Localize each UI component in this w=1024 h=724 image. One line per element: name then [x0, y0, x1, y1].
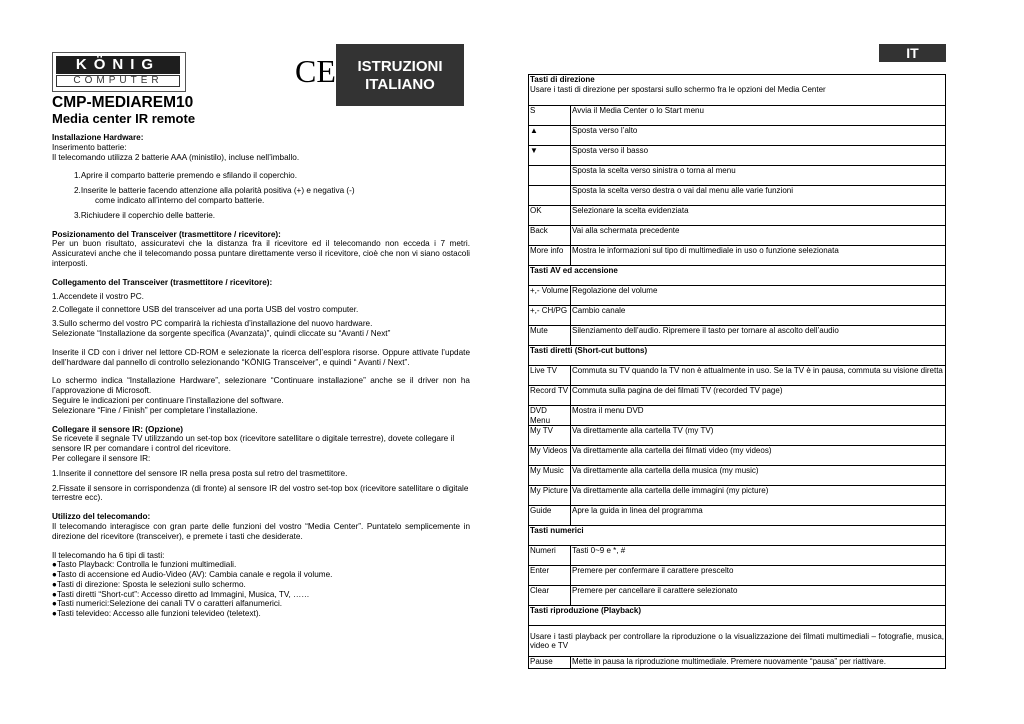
section-title: Tasti diretti (Short-cut buttons): [529, 346, 946, 366]
instructions-banner: [336, 44, 464, 106]
step-line: 1.Aprire il comparto batterie premendo e sfilando il coperchio.: [74, 171, 297, 181]
desc-cell: Va direttamente alla cartella della musica (my music): [571, 466, 946, 486]
heading-hardware: Installazione Hardware:: [52, 133, 144, 142]
list-item: ●Tasti diretti “Short-cut”: Accesso diretto ad Immagini, Musica, TV, ……: [52, 589, 310, 599]
desc-cell: Commuta su TV quando la TV non è attualmente in uso. Se la TV è in pausa, commuta su visione diretta: [571, 366, 946, 386]
desc-cell: Premere per confermare il carattere prescelto: [571, 566, 946, 586]
table-row: [529, 166, 946, 186]
text-line: Il telecomando ha 6 tipi di tasti:: [52, 550, 165, 560]
table-row: [529, 226, 946, 246]
text-line: Selezionare “Fine / Finish” per completare l’installazione.: [52, 405, 258, 415]
table-row: [529, 366, 946, 386]
list-item: ●Tasti di direzione: Sposta le selezioni sullo schermo.: [52, 579, 246, 589]
section-description: Usare i tasti playback per controllare la riproduzione o la visualizzazione dei filmati multimediali – fotografie, musica, video e TV: [529, 626, 946, 657]
desc-cell: Apre la guida in linea del programma: [571, 506, 946, 526]
table-row: [529, 386, 946, 406]
desc-cell: Mette in pausa la riproduzione multimediale. Premere nuovamente “pausa” per riattivare.: [571, 657, 946, 669]
section-title: Tasti di direzione: [530, 75, 595, 84]
key-cell: Guide: [529, 506, 571, 526]
desc-cell: Va direttamente alla cartella TV (my TV): [571, 426, 946, 446]
table-row: [529, 186, 946, 206]
table-section-description: [529, 626, 946, 657]
desc-cell: Silenziamento dell’audio. Ripremere il tasto per tornare al ascolto dell’audio: [571, 326, 946, 346]
text-paragraph: Inserite il CD con i driver nel lettore CD-ROM e selezionate la ricerca dell’esplora risorse. Oppure attivate l’update dell’hardware dal pannello di controllo selezionando “KÖNIG Transceiver”, e quindi “ Avanti / Next”.: [52, 347, 470, 367]
table-section-header: [529, 606, 946, 626]
key-cell: Clear: [529, 586, 571, 606]
desc-cell: Premere per cancellare il carattere selezionato: [571, 586, 946, 606]
key-cell: Pause: [529, 657, 571, 669]
table-row: [529, 446, 946, 466]
section-title: Tasti riproduzione (Playback): [529, 606, 946, 626]
key-cell: +,- Volume: [529, 286, 571, 306]
key-cell: Back: [529, 226, 571, 246]
table-row: [529, 206, 946, 226]
key-cell: My Videos: [529, 446, 571, 466]
table-row: [529, 546, 946, 566]
desc-cell: Mostra il menu DVD: [571, 406, 946, 426]
section-title: Tasti numerici: [529, 526, 946, 546]
table-row: [529, 586, 946, 606]
table-section-header: [529, 346, 946, 366]
section-description: Usare i tasti di direzione per spostarsi sullo schermo fra le opzioni del Media Center: [530, 84, 826, 94]
text-line: Il telecomando utilizza 2 batterie AAA (ministilo), incluse nell’imballo.: [52, 152, 300, 162]
key-cell: My TV: [529, 426, 571, 446]
command-table: [528, 74, 946, 669]
text-line: Per collegare il sensore IR:: [52, 453, 151, 463]
product-subtitle: Media center IR remote: [52, 111, 196, 126]
language-tag: IT: [879, 44, 946, 62]
list-item: ●Tasto Playback: Controlla le funzioni multimediali.: [52, 560, 237, 570]
table-row: [529, 466, 946, 486]
list-item: ●Tasti numerici:Selezione dei canali TV o caratteri alfanumerici.: [52, 599, 283, 609]
desc-cell: Sposta la scelta verso destra o vai dal menu alle varie funzioni: [571, 186, 946, 206]
key-cell: [529, 186, 571, 206]
heading-positioning: Posizionamento del Transceiver (trasmettitore / ricevitore):: [52, 229, 281, 239]
brand-logo-bottom: COMPUTER: [56, 75, 180, 87]
key-cell: Live TV: [529, 366, 571, 386]
table-row: [529, 406, 946, 426]
desc-cell: Va direttamente alla cartella delle immagini (my picture): [571, 486, 946, 506]
table-section-header: [529, 75, 946, 106]
text-line: Selezionate “Installazione da sorgente specifica (Avanzata)”, quindi cliccate su “Avanti / Next”: [52, 328, 391, 338]
table-row: [529, 486, 946, 506]
step-line: 2.Inserite le batterie facendo attenzione alla polarità positiva (+) e negativa (-): [74, 186, 355, 196]
model-title: CMP-MEDIAREM10: [52, 94, 194, 111]
table-row: [529, 126, 946, 146]
text-line: Inserimento batterie:: [52, 142, 127, 152]
key-cell: My Picture: [529, 486, 571, 506]
text-paragraph: Il telecomando interagisce con gran parte delle funzioni del vostro “Media Center”. Puntatelo semplicemente in direzione del ricevitore (transceiver), e premete i tasti che desiderate.: [52, 521, 470, 541]
desc-cell: Commuta sulla pagina de dei filmati TV (recorded TV page): [571, 386, 946, 406]
text-paragraph: Per un buon risultato, assicuratevi che la distanza fra il ricevitore ed il telecomando non ecceda i 7 metri. Assicuratevi anche che il telecomando possa puntare direttamente verso il ricevitore, cioè che non vi siano ostacoli interposti.: [52, 239, 470, 268]
text-line: 3.Sullo schermo del vostro PC comparirà la richiesta d’installazione del nuovo hardware.: [52, 319, 373, 329]
desc-cell: Va direttamente alla cartella dei filmati video (my videos): [571, 446, 946, 466]
table-row: [529, 106, 946, 126]
key-cell: Numeri: [529, 546, 571, 566]
left-column: [52, 133, 470, 619]
text-line: 1.Inserite il connettore del sensore IR nella presa posta sul retro del trasmettitore.: [52, 468, 348, 478]
brand-logo-top: KÖNIG: [56, 56, 180, 74]
table-row: [529, 506, 946, 526]
desc-cell: Selezionare la scelta evidenziata: [571, 206, 946, 226]
desc-cell: Avvia il Media Center o lo Start menu: [571, 106, 946, 126]
section-title: Tasti AV ed accensione: [529, 266, 946, 286]
table-section-header: [529, 266, 946, 286]
key-cell: My Music: [529, 466, 571, 486]
table-section-header: [529, 526, 946, 546]
desc-cell: Cambio canale: [571, 306, 946, 326]
key-cell: ▲: [529, 126, 571, 146]
text-line: 1.Accendete il vostro PC.: [52, 291, 144, 301]
text-paragraph: Se ricevete il segnale TV utilizzando un set-top box (ricevitore satellitare o digitale terrestre), dovete collegare il sensore IR per comandare i control del ricevitore.: [52, 434, 455, 454]
step-line: 3.Richiudere il coperchio delle batterie.: [74, 210, 216, 220]
table-row: [529, 326, 946, 346]
desc-cell: Regolazione del volume: [571, 286, 946, 306]
key-cell: Enter: [529, 566, 571, 586]
list-item: ●Tasto di accensione ed Audio-Video (AV): Cambia canale e regola il volume.: [52, 570, 333, 580]
heading-connection: Collegamento del Transceiver (trasmettitore / ricevitore):: [52, 277, 273, 287]
text-line: Seguire le indicazioni per continuare l’installazione del software.: [52, 395, 284, 405]
table-row: [529, 566, 946, 586]
desc-cell: Tasti 0~9 e *, #: [571, 546, 946, 566]
key-cell: OK: [529, 206, 571, 226]
text-line: 2.Collegate il connettore USB del transceiver ad una porta USB del vostro computer.: [52, 305, 359, 315]
list-item: ●Tasti televideo: Accesso alle funzioni televideo (teletext).: [52, 609, 261, 619]
desc-cell: Mostra le informazioni sul tipo di multimediale in uso o funzione selezionata: [571, 246, 946, 266]
banner-line2: ITALIANO: [365, 76, 435, 93]
table-row: [529, 657, 946, 669]
key-cell: More info: [529, 246, 571, 266]
table-row: [529, 246, 946, 266]
text-paragraph: Lo schermo indica “Installazione Hardware”, selezionare “Continuare installazione” anche se il driver non ha l’approvazione di Microsoft.: [52, 376, 470, 396]
key-cell: ▼: [529, 146, 571, 166]
table-row: [529, 146, 946, 166]
key-cell: S: [529, 106, 571, 126]
key-cell: Mute: [529, 326, 571, 346]
desc-cell: Sposta verso il basso: [571, 146, 946, 166]
heading-ir-sensor: Collegare il sensore IR: (Opzione): [52, 424, 184, 434]
heading-usage: Utilizzo del telecomando:: [52, 512, 151, 522]
text-paragraph: 2.Fissate il sensore in corrispondenza (di fronte) al sensore IR del vostro set-top box (ricevitore satellitare o digitale terrestre ecc).: [52, 483, 469, 503]
step-line: come indicato all’interno del comparto batterie.: [95, 195, 265, 205]
key-cell: DVD Menu: [529, 406, 571, 426]
desc-cell: Sposta la scelta verso sinistra o torna al menu: [571, 166, 946, 186]
key-cell: Record TV: [529, 386, 571, 406]
desc-cell: Vai alla schermata precedente: [571, 226, 946, 246]
table-row: [529, 286, 946, 306]
key-cell: [529, 166, 571, 186]
desc-cell: Sposta verso l’alto: [571, 126, 946, 146]
brand-logo: [52, 52, 186, 92]
key-cell: +,- CH/PG: [529, 306, 571, 326]
table-row: [529, 426, 946, 446]
ce-mark-icon: CE: [295, 53, 336, 89]
banner-line1: ISTRUZIONI: [357, 58, 443, 75]
table-row: [529, 306, 946, 326]
